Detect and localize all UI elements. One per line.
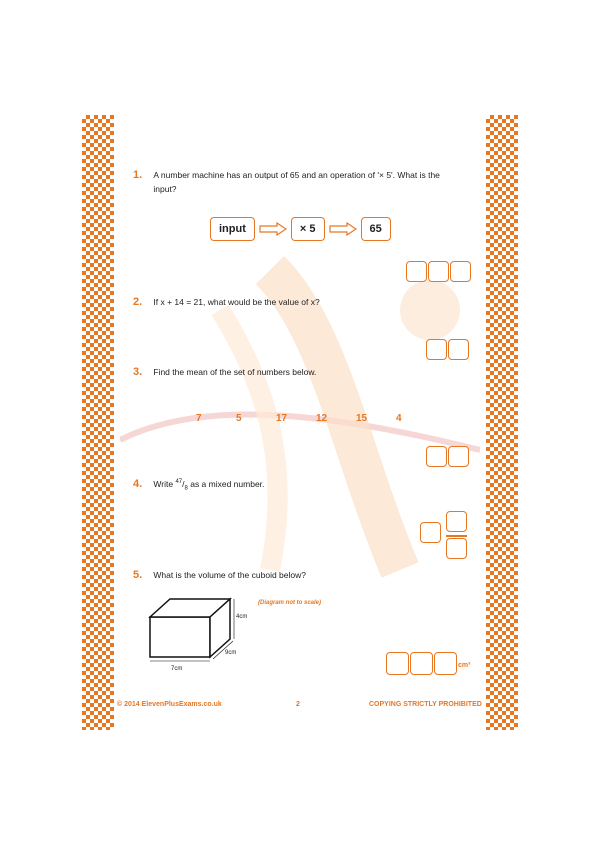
question-text: Find the mean of the set of numbers below. [153,367,317,377]
right-checker-border [486,115,518,730]
question-number: 4. [133,477,143,490]
number-machine [210,217,391,241]
dimension-width: 7cm [171,666,183,672]
question-number: 2. [133,296,143,308]
machine-output-box: 65 [361,217,391,241]
number-item: 12 [316,413,328,424]
question-5 [133,568,306,582]
fraction-bar [446,535,467,537]
question-number: 3. [133,366,143,378]
answer-box[interactable] [450,261,471,282]
right-arrow-icon [329,222,357,236]
number-item: 5 [236,413,242,424]
dimension-depth: 9cm [225,650,237,656]
numerator-box[interactable] [446,511,467,532]
number-item: 17 [276,413,288,424]
whole-number-box[interactable] [420,522,441,543]
question-4: 4. Write $^{47}/_8$ as a mixed number. [133,477,265,492]
answer-boxes-q5 [386,652,458,675]
question-text: Write [153,478,174,489]
answer-box[interactable] [426,446,447,467]
answer-box[interactable] [428,261,449,282]
question-text: What is the volume of the cuboid below? [153,570,306,580]
footer-copyright: © 2014 ElevenPlusExams.co.uk [117,701,222,708]
question-text: as a mixed number. [190,478,265,489]
question-2 [133,295,320,309]
answer-box[interactable] [386,652,409,675]
answer-box[interactable] [434,652,457,675]
diagram-note: (Diagram not to scale) [258,600,322,606]
dimension-height: 4cm [236,614,248,620]
footer-page-number: 2 [296,701,300,708]
answer-unit: cm³ [458,662,471,669]
number-item: 15 [356,413,368,424]
question-number: 1. [133,169,143,181]
answer-box[interactable] [448,446,469,467]
question-text: A number machine has an output of 65 and an operation of '× 5'. What is the input? [153,170,440,194]
footer-notice: COPYING STRICTLY PROHIBITED [369,701,482,708]
answer-box[interactable] [426,339,447,360]
fraction-denominator: 8 [184,485,188,492]
denominator-box[interactable] [446,538,467,559]
answer-box[interactable] [406,261,427,282]
machine-operation-box: × 5 [291,217,325,241]
answer-box[interactable] [410,652,433,675]
question-3 [133,365,316,379]
right-arrow-icon [259,222,287,236]
left-checker-border [82,115,114,730]
answer-box[interactable] [448,339,469,360]
answer-boxes-q1 [406,261,472,282]
fraction-numerator: 47 [175,479,183,485]
number-item: 4 [396,413,402,424]
answer-boxes-q2 [426,339,470,360]
question-text: If x + 14 = 21, what would be the value of x? [153,297,320,307]
number-item: 7 [196,413,202,424]
number-set [196,413,436,424]
question-1 [133,168,463,196]
answer-boxes-q3 [426,446,470,467]
question-number: 5. [133,569,143,581]
machine-input-box: input [210,217,255,241]
